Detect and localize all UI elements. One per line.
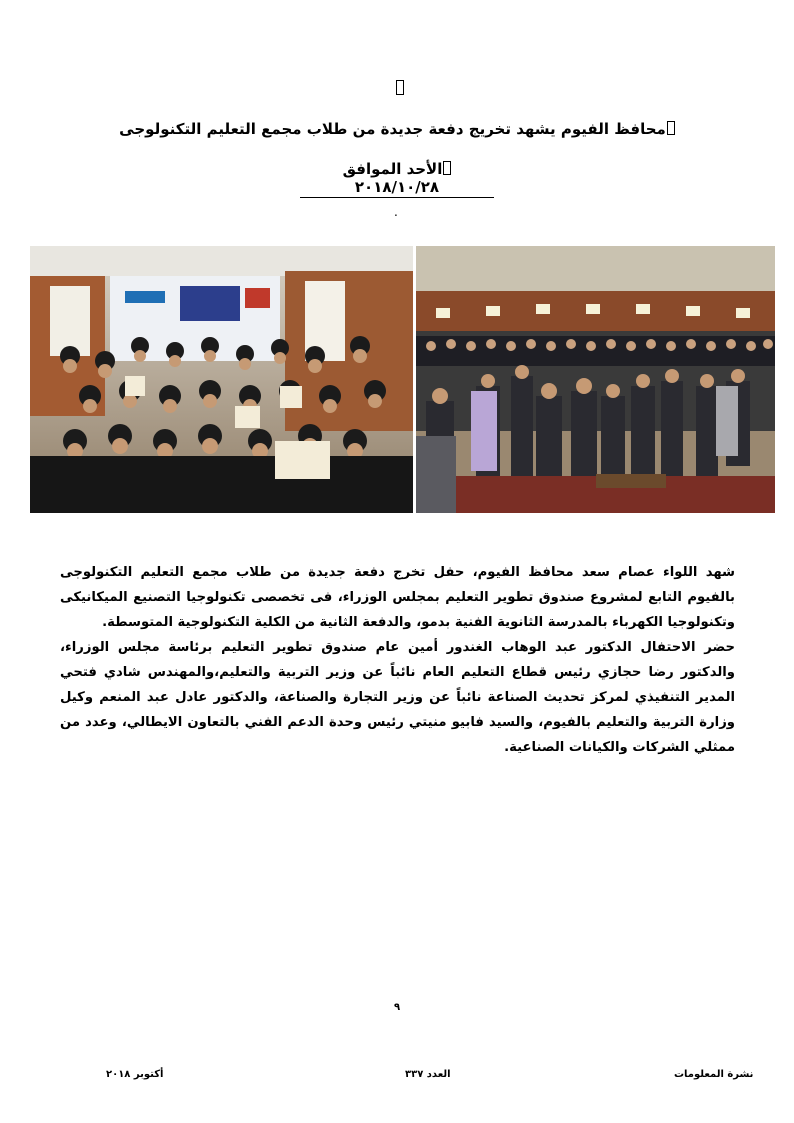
- article-title-text: محافظ الفيوم يشهد تخريج دفعة جديدة من طلاب مجمع التعليم التكنولوجى: [119, 120, 666, 138]
- article-title: [40, 120, 754, 138]
- article-paragraph: شهد اللواء عصام سعد محافظ الفيوم، حفل تخرج دفعة جديدة من طلاب مجمع التعليم التكنولوجى بالفيوم التابع لمشروع صندوق تطوير التعليم بمجلس الوزراء، فى تخصصى تكنولوجيا التصنيع الميكانيكى وتكنولوجيا الكهرباء بالمدرسة الثانوية الفنية بدمو، والدفعة الثانية من الكلية التكنولوجية المتوسطة.: [60, 565, 735, 630]
- separator-dot: .: [394, 205, 398, 219]
- page-number: ٩: [393, 1002, 401, 1013]
- footer-issue: العدد ٣٣٧: [405, 1069, 451, 1080]
- graduation-photo: [30, 246, 413, 513]
- missing-glyph-mark: [443, 161, 451, 175]
- footer-publication: نشرة المعلومات: [674, 1069, 754, 1080]
- auditorium-photo: [416, 246, 775, 513]
- graduation-photo-icon: [30, 246, 413, 513]
- auditorium-photo-icon: [416, 246, 775, 513]
- missing-glyph-mark: [667, 121, 675, 135]
- missing-glyph-box: [396, 80, 404, 95]
- article-date-text: الأحد الموافق ٢٠١٨/١٠/٢٨: [342, 160, 443, 196]
- article-paragraph: حضر الاحتفال الدكتور عبد الوهاب الغندور أمين عام صندوق تطوير التعليم برئاسة مجلس الوزراء، والدكتور رضا حجازي رئيس قطاع التعليم العام نائباً عن وزير التربية والتعليم،والمهندس شادي فتحي المدير التنفيذي لمركز تحديث الصناعة نائباً عن وزير التجارة والصناعة، والدكتور عادل عبد المنعم وكيل وزارة التربية والتعليم بالفيوم، والسيد فابيو منيتي رئيس وحدة الدعم الفني بالتعاون الايطالي، وعدد من ممثلي الشركات والكيانات الصناعية.: [60, 640, 735, 755]
- article-body: [60, 560, 735, 760]
- footer-month: أكتوبر ٢٠١٨: [106, 1069, 164, 1080]
- article-date: [300, 160, 494, 198]
